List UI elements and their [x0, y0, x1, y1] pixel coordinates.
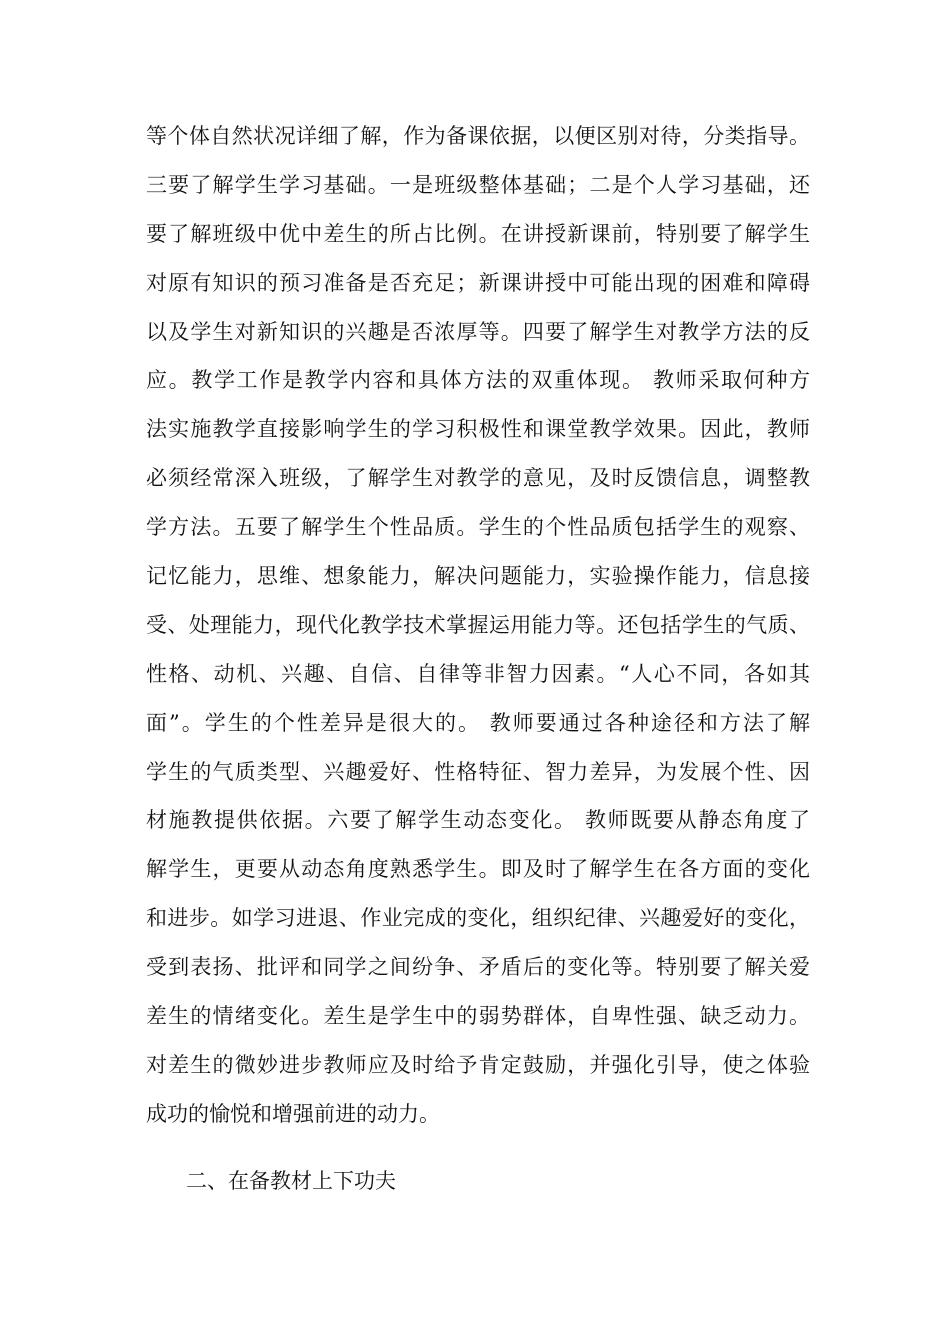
text-line: 记忆能力，思维、想象能力，解决问题能力，实验操作能力，信息接 [146, 564, 810, 589]
text-line: 和进步。如学习进退、作业完成的变化，组织纪律、兴趣爱好的变化， [146, 906, 810, 931]
text-line: 三要了解学生学习基础。一是班级整体基础；二是个人学习基础，还 [146, 172, 810, 197]
text-line: 受到表扬、批评和同学之间纷争、矛盾后的变化等。特别要了解关爱 [146, 955, 810, 980]
text-line: 学生的气质类型、兴趣爱好、性格特征、智力差异，为发展个性、因 [146, 759, 810, 784]
text-line: 应。教学工作是教学内容和具体方法的双重体现。 教师采取何种方 [146, 368, 810, 393]
text-line: 差生的情绪变化。差生是学生中的弱势群体，自卑性强、缺乏动力。 [146, 1004, 810, 1029]
text-line: 对差生的微妙进步教师应及时给予肯定鼓励，并强化引导，使之体验 [146, 1052, 810, 1077]
section-heading: 二、在备教材上下功夫 [186, 1169, 396, 1193]
text-line: 面”。学生的个性差异是很大的。 教师要通过各种途径和方法了解 [146, 710, 810, 735]
text-line: 必须经常深入班级，了解学生对教学的意见，及时反馈信息，调整教 [146, 466, 810, 491]
text-line: 学方法。五要了解学生个性品质。学生的个性品质包括学生的观察、 [146, 515, 810, 540]
text-line: 等个体自然状况详细了解，作为备课依据，以便区别对待，分类指导。 [146, 124, 810, 148]
text-line: 成功的愉悦和增强前进的动力。 [146, 1101, 440, 1126]
text-line: 法实施教学直接影响学生的学习积极性和课堂教学效果。因此，教师 [146, 417, 810, 442]
text-line: 要了解班级中优中差生的所占比例。在讲授新课前，特别要了解学生 [146, 221, 810, 246]
text-line: 解学生，更要从动态角度熟悉学生。即及时了解学生在各方面的变化 [146, 857, 810, 882]
text-line: 性格、动机、兴趣、自信、自律等非智力因素。“人心不同，各如其 [146, 661, 810, 686]
body-paragraph [146, 117, 810, 1144]
text-line: 以及学生对新知识的兴趣是否浓厚等。四要了解学生对教学方法的反 [146, 319, 810, 344]
text-line: 受、处理能力，现代化教学技术掌握运用能力等。还包括学生的气质、 [146, 612, 810, 637]
text-line: 材施教提供依据。六要了解学生动态变化。 教师既要从静态角度了 [146, 808, 810, 833]
text-line: 对原有知识的预习准备是否充足；新课讲授中可能出现的困难和障碍 [146, 270, 810, 295]
